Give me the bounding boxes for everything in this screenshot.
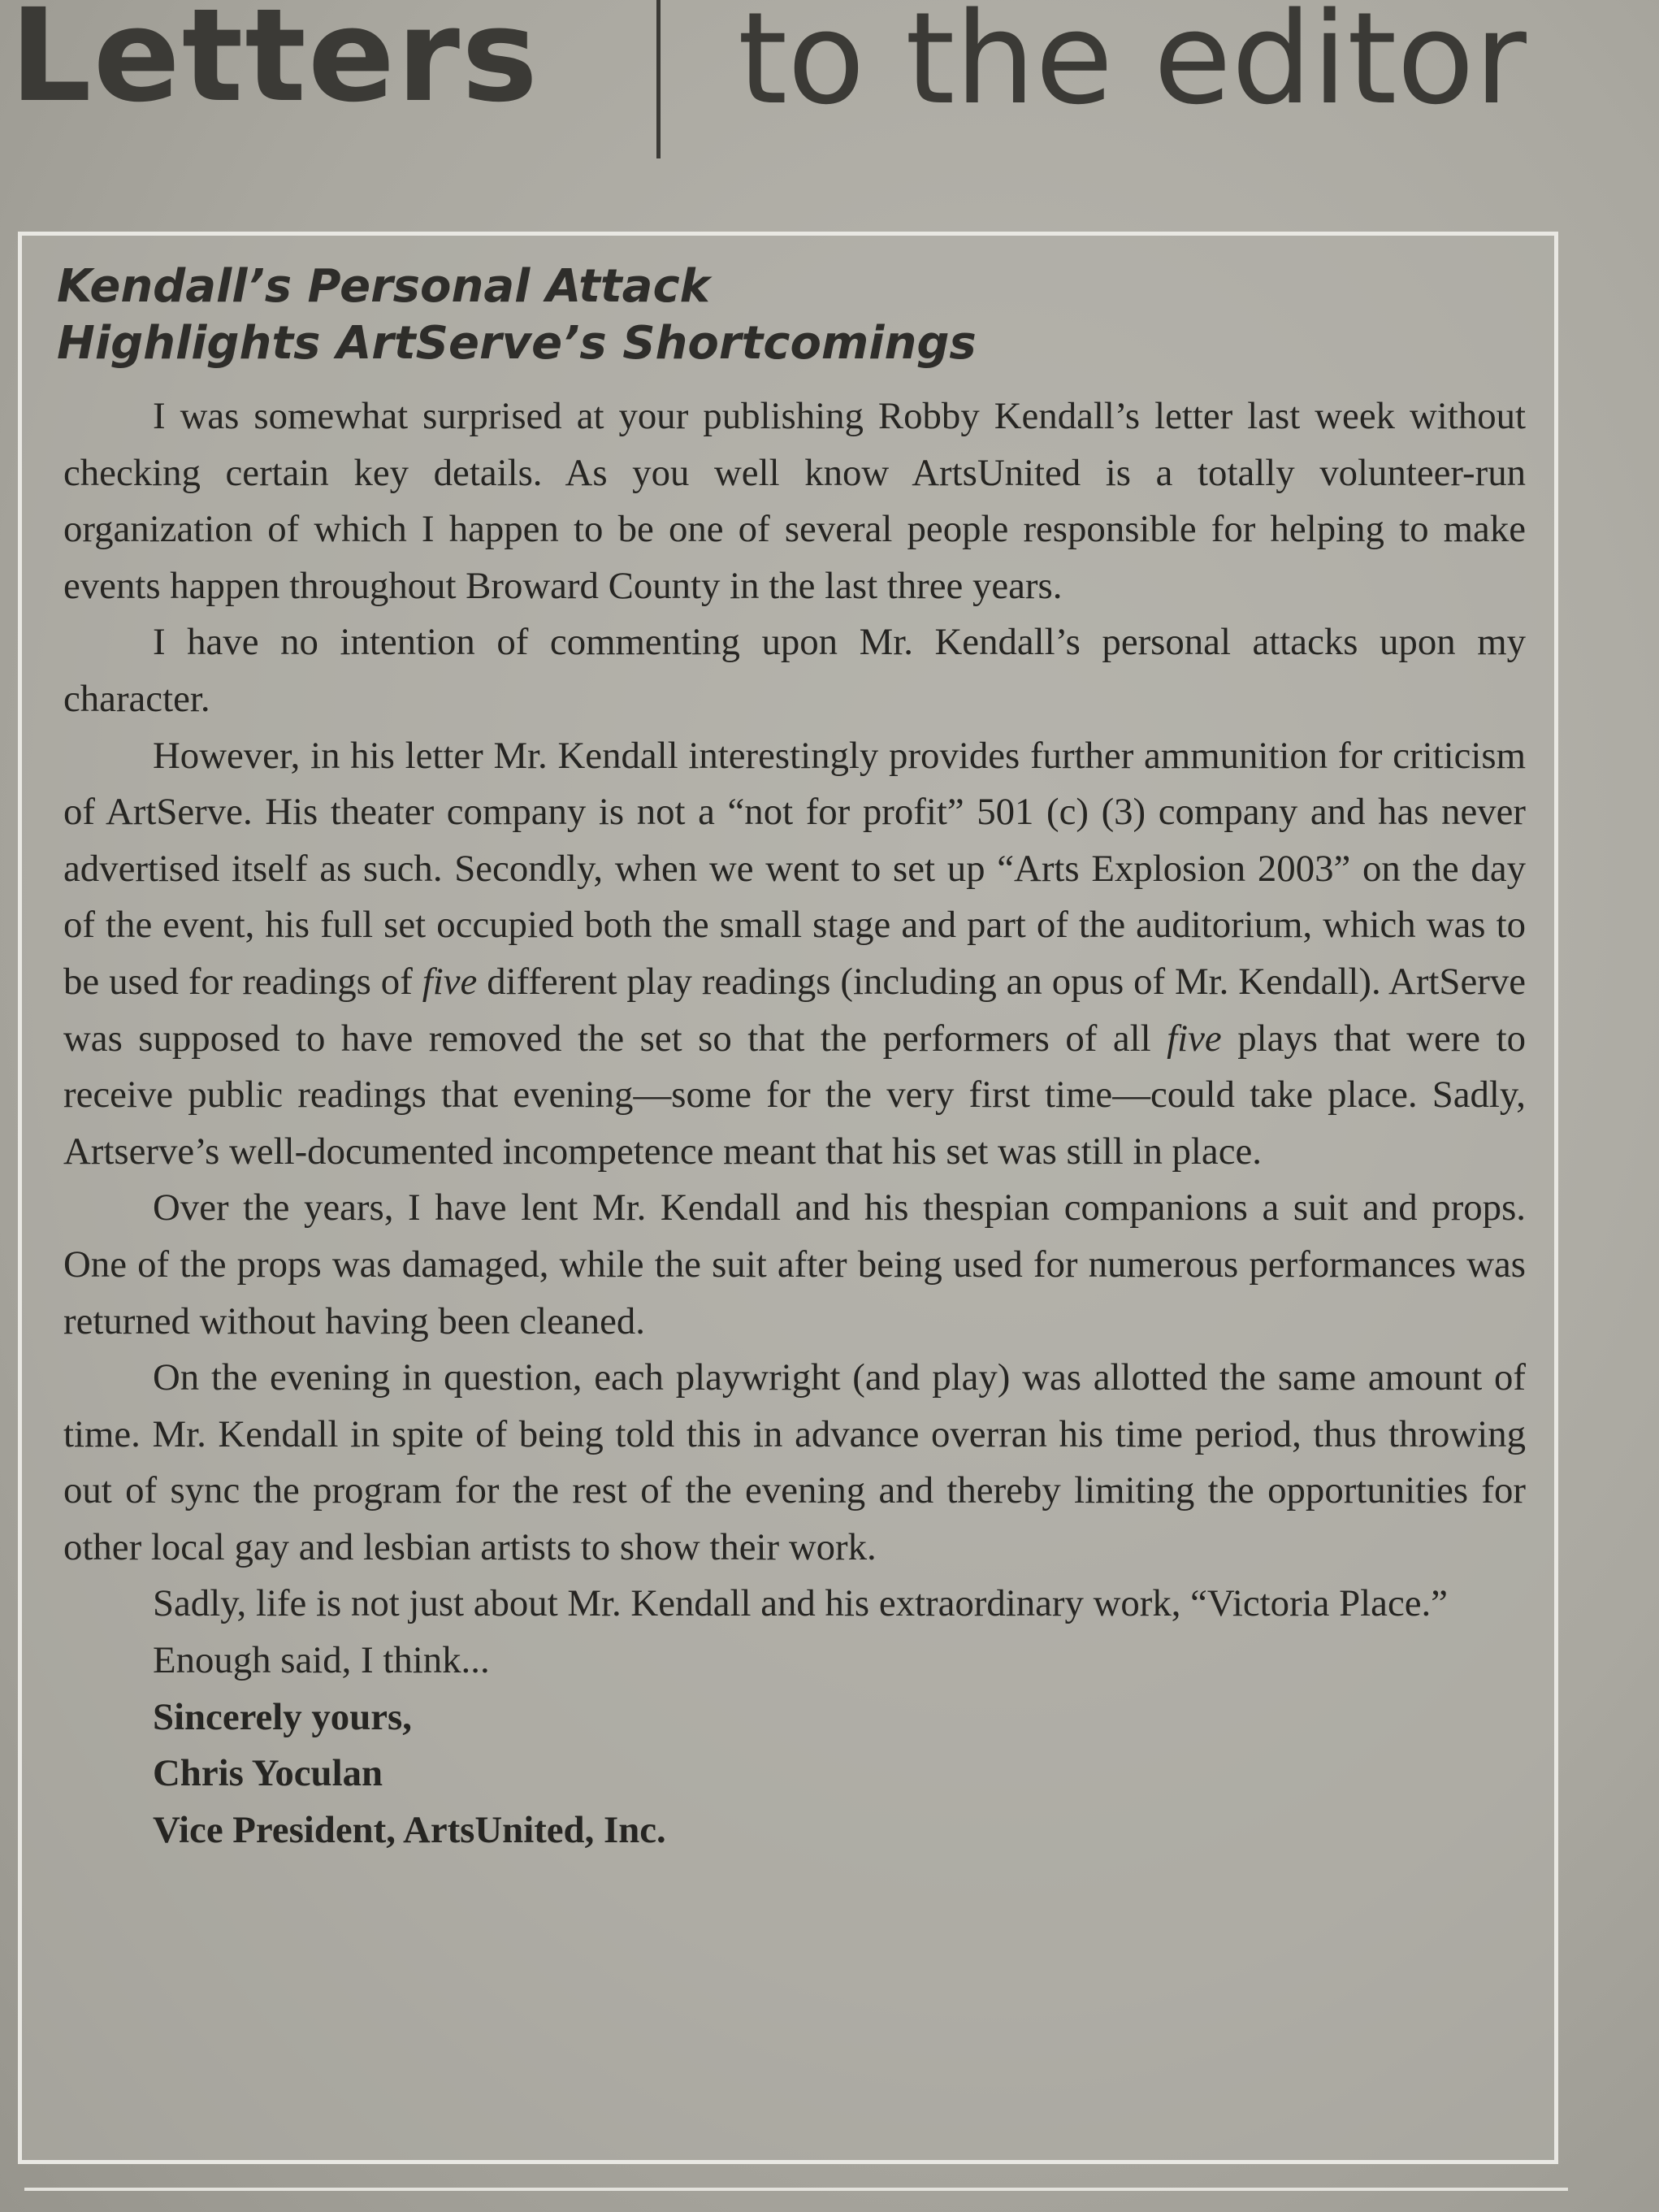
paragraph-6: Sadly, life is not just about Mr. Kendall and his extraordinary work, “Victoria Place.” xyxy=(153,1582,1448,1625)
paragraph-3-part-b: different play readings (including an opus of Mr. Kendall). ArtServe was supposed to have removed the set so that the performers of all xyxy=(63,960,1526,1060)
closing-remark: Enough said, I think... xyxy=(153,1639,490,1682)
emphasis-five-2: five xyxy=(1167,1017,1222,1060)
masthead-letters: Letters xyxy=(10,0,540,131)
paragraph-3 xyxy=(63,728,1526,1181)
paragraph-4: Over the years, I have lent Mr. Kendall and his thespian companions a suit and props. One of the props was damaged, while the suit after being used for numerous performances was returned without having been cleaned. xyxy=(63,1186,1526,1342)
sign-off: Sincerely yours, xyxy=(153,1695,412,1738)
paragraph-3-part-a: However, in his letter Mr. Kendall interestingly provides further ammunition for criticism of ArtServe. His theater company is not a “not for profit” 501 (c) (3) company and has never advertised itself as such. Secondly, when we went to set up “Arts Explosion 2003” on the day of the event, his full set occupied both the small stage and part of the auditorium, which was to be used for readings of xyxy=(63,734,1526,1003)
paragraph-5: On the evening in question, each playwright (and play) was allotted the same amount of time. Mr. Kendall in spite of being told this in advance overran his time period, thus throwing out of sync the program for the rest of the evening and thereby limiting the opportunities for other local gay and lesbian artists to show their work. xyxy=(63,1356,1526,1568)
signer-name: Chris Yoculan xyxy=(153,1752,383,1795)
headline-line-2: Highlights ArtServe’s Shortcomings xyxy=(57,317,977,370)
masthead-to-the-editor: to the editor xyxy=(738,0,1527,132)
headline-line-1: Kendall’s Personal Attack xyxy=(57,260,710,313)
letter-headline xyxy=(57,258,977,372)
paragraph-1: I was somewhat surprised at your publishing Robby Kendall’s letter last week without checking certain key details. As you well know ArtsUnited is a totally volunteer-run organization of which I happen to be one of several people responsible for helping to make events happen throughout Broward County in the last three years. xyxy=(63,395,1526,607)
letter-body xyxy=(63,388,1526,1859)
emphasis-five-1: five xyxy=(422,960,478,1003)
paragraph-3-part-c: plays that were to receive public readings that evening—some for the very first time—could take place. Sadly, Artserve’s well-documented incompetence meant that his set was still in place. xyxy=(63,1017,1526,1173)
signer-title: Vice President, ArtsUnited, Inc. xyxy=(153,1808,666,1851)
section-masthead xyxy=(0,0,1659,163)
bottom-divider xyxy=(24,2188,1568,2191)
paragraph-2: I have no intention of commenting upon Mr. Kendall’s personal attacks upon my character. xyxy=(63,621,1526,720)
masthead-divider xyxy=(656,0,661,158)
